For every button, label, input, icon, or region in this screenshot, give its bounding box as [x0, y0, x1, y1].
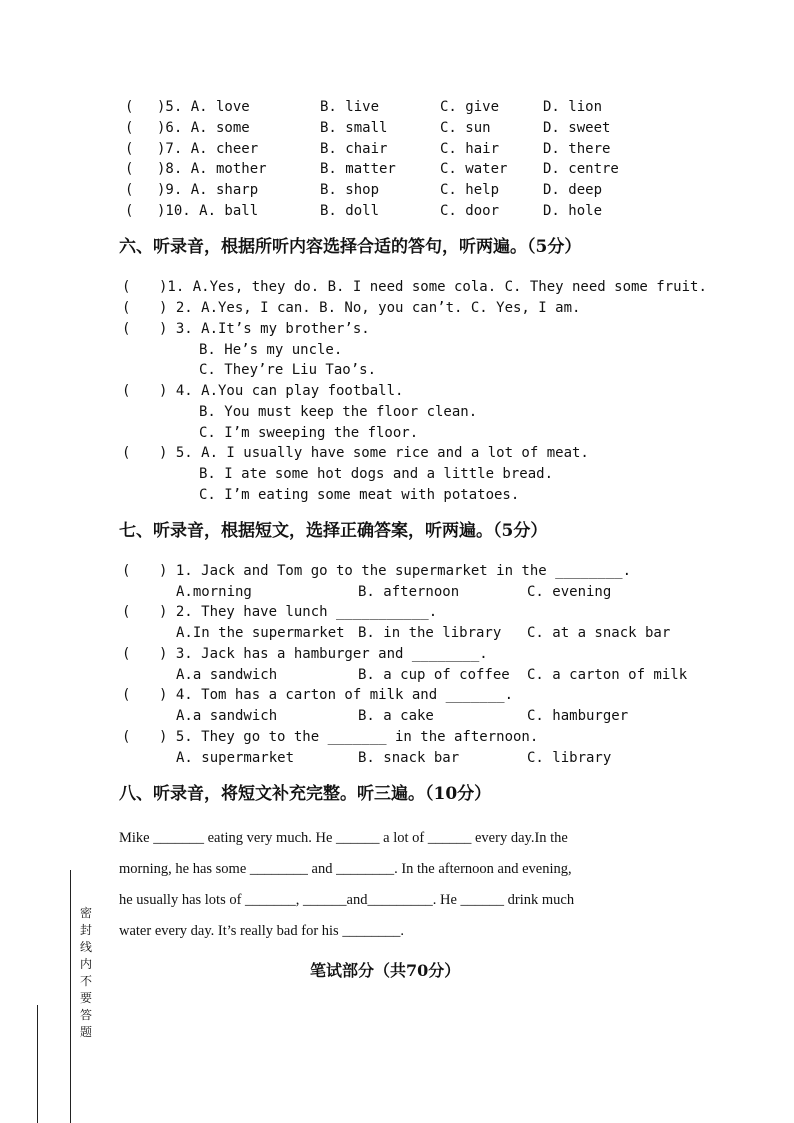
option-d: D. deep — [543, 182, 603, 199]
question-text: ) 4. Tom has a carton of milk and _______. — [159, 687, 514, 703]
option-a: )9. A. sharp — [157, 182, 259, 199]
passage-question — [122, 728, 682, 746]
passage-options — [176, 666, 688, 684]
option-c: C. water — [440, 161, 508, 178]
cloze-line: water every day. It’s really bad for his ________. — [119, 923, 404, 939]
answer-text: C. I’m eating some meat with potatoes. — [199, 487, 520, 503]
passage-question — [122, 686, 682, 704]
cloze-line: morning, he has some ________ and ________. In the afternoon and evening, — [119, 861, 572, 877]
answer-paren: ( — [122, 445, 131, 461]
option-a: A.In the supermarket — [176, 625, 345, 641]
section-8-title: 八、听录音，将短文补充完整。听三遍。（10分） — [119, 784, 492, 804]
question-text: ) 2. They have lunch ___________. — [159, 604, 438, 620]
option-c: C. hamburger — [527, 708, 629, 724]
option-b: B. afternoon — [358, 584, 460, 600]
listening-answer-line — [122, 341, 682, 359]
option-b: B. shop — [320, 182, 380, 199]
answer-text: C. They’re Liu Tao’s. — [199, 362, 377, 378]
answer-paren: ( — [125, 140, 134, 157]
option-a: )5. A. love — [157, 99, 250, 115]
answer-paren: ( — [122, 300, 131, 316]
option-c: C. evening — [527, 584, 612, 600]
option-d: D. hole — [543, 203, 603, 219]
option-c: C. give — [440, 99, 500, 115]
vocab-question-row — [125, 140, 685, 158]
option-b: B. matter — [320, 161, 396, 178]
answer-text: ) 5. A. I usually have some rice and a lot of meat. — [159, 445, 589, 461]
section-7-title: 七、听录音，根据短文，选择正确答案，听两遍。（5分） — [119, 521, 548, 541]
answer-paren: ( — [122, 687, 131, 703]
answer-paren: ( — [122, 383, 131, 399]
listening-answer-line — [122, 403, 682, 421]
written-part-title: 笔试部分（共70分） — [310, 961, 461, 980]
option-b: B. snack bar — [358, 750, 460, 766]
answer-paren: ( — [125, 119, 134, 136]
cloze-line: Mike _______ eating very much. He ______ a lot of ______ every day.In the — [119, 830, 568, 846]
seal-line-notice: 密 封 线 内 不 要 答 题 — [79, 906, 92, 1039]
passage-question — [122, 562, 682, 580]
option-a: )10. A. ball — [157, 203, 259, 219]
answer-paren: ( — [125, 203, 134, 219]
option-c: C. library — [527, 750, 612, 766]
answer-paren: ( — [125, 161, 134, 178]
passage-question — [122, 645, 682, 663]
answer-paren: ( — [122, 646, 131, 662]
option-d: D. there — [543, 140, 611, 157]
option-d: D. lion — [543, 99, 603, 115]
answer-paren: ( — [122, 279, 131, 295]
option-a: A.a sandwich — [176, 667, 278, 683]
answer-paren: ( — [122, 729, 131, 745]
vocab-question-row — [125, 98, 685, 116]
option-c: C. help — [440, 182, 500, 199]
vocab-question-row — [125, 119, 685, 137]
option-b: B. a cup of coffee — [358, 667, 510, 683]
vocab-question-row — [125, 202, 685, 220]
question-text: ) 3. Jack has a hamburger and ________. — [159, 646, 488, 662]
answer-paren: ( — [125, 182, 134, 199]
listening-answer-line — [122, 320, 682, 338]
option-c: C. door — [440, 203, 500, 219]
option-a: A. supermarket — [176, 750, 295, 766]
answer-text: ) 2. A.Yes, I can. B. No, you can’t. C. Yes, I am. — [159, 300, 581, 316]
listening-answer-line — [122, 382, 682, 400]
option-b: B. in the library — [358, 625, 502, 641]
option-b: B. doll — [320, 203, 380, 219]
answer-text: ) 3. A.It’s my brother’s. — [159, 321, 370, 337]
cloze-line: he usually has lots of _______, ______and_________. He ______ drink much — [119, 892, 575, 908]
passage-options — [176, 624, 676, 642]
question-text: ) 5. They go to the _______ in the afternoon. — [159, 729, 539, 745]
option-a: )7. A. cheer — [157, 140, 259, 157]
answer-text: B. You must keep the floor clean. — [199, 404, 478, 420]
option-a: )6. A. some — [157, 119, 250, 136]
option-b: B. chair — [320, 140, 388, 157]
option-b: B. live — [320, 99, 380, 115]
option-a: A.morning — [176, 584, 252, 600]
listening-answer-line — [122, 486, 682, 504]
answer-text: ) 4. A.You can play football. — [159, 383, 404, 399]
question-text: ) 1. Jack and Tom go to the supermarket in the ________. — [159, 563, 632, 579]
answer-paren: ( — [122, 604, 131, 620]
passage-options — [176, 707, 676, 725]
passage-options — [176, 749, 676, 767]
option-c: C. a carton of milk — [527, 667, 688, 683]
passage-question — [122, 603, 682, 621]
passage-options — [176, 583, 676, 601]
option-d: D. centre — [543, 161, 619, 178]
answer-text: B. He’s my uncle. — [199, 342, 343, 358]
listening-answer-line — [122, 278, 707, 296]
option-b: B. small — [320, 119, 388, 136]
seal-line-outer — [37, 1005, 38, 1123]
answer-text: B. I ate some hot dogs and a little bread. — [199, 466, 554, 482]
answer-paren: ( — [125, 99, 134, 115]
answer-text: )1. A.Yes, they do. B. I need some cola. C. They need some fruit. — [159, 279, 707, 295]
listening-answer-line — [122, 299, 682, 317]
option-c: C. at a snack bar — [527, 625, 671, 641]
option-a: A.a sandwich — [176, 708, 278, 724]
answer-paren: ( — [122, 321, 131, 337]
vocab-question-row — [125, 160, 685, 178]
option-c: C. hair — [440, 140, 500, 157]
listening-answer-line — [122, 465, 682, 483]
option-c: C. sun — [440, 119, 491, 136]
option-a: )8. A. mother — [157, 161, 267, 178]
answer-text: C. I’m sweeping the floor. — [199, 425, 419, 441]
seal-line-inner — [70, 870, 71, 1123]
listening-answer-line — [122, 424, 682, 442]
vocab-question-row — [125, 181, 685, 199]
option-b: B. a cake — [358, 708, 434, 724]
listening-answer-line — [122, 361, 682, 379]
listening-answer-line — [122, 444, 682, 462]
section-6-title: 六、听录音，根据所听内容选择合适的答句，听两遍。（5分） — [119, 237, 582, 257]
answer-paren: ( — [122, 563, 131, 579]
option-d: D. sweet — [543, 119, 611, 136]
